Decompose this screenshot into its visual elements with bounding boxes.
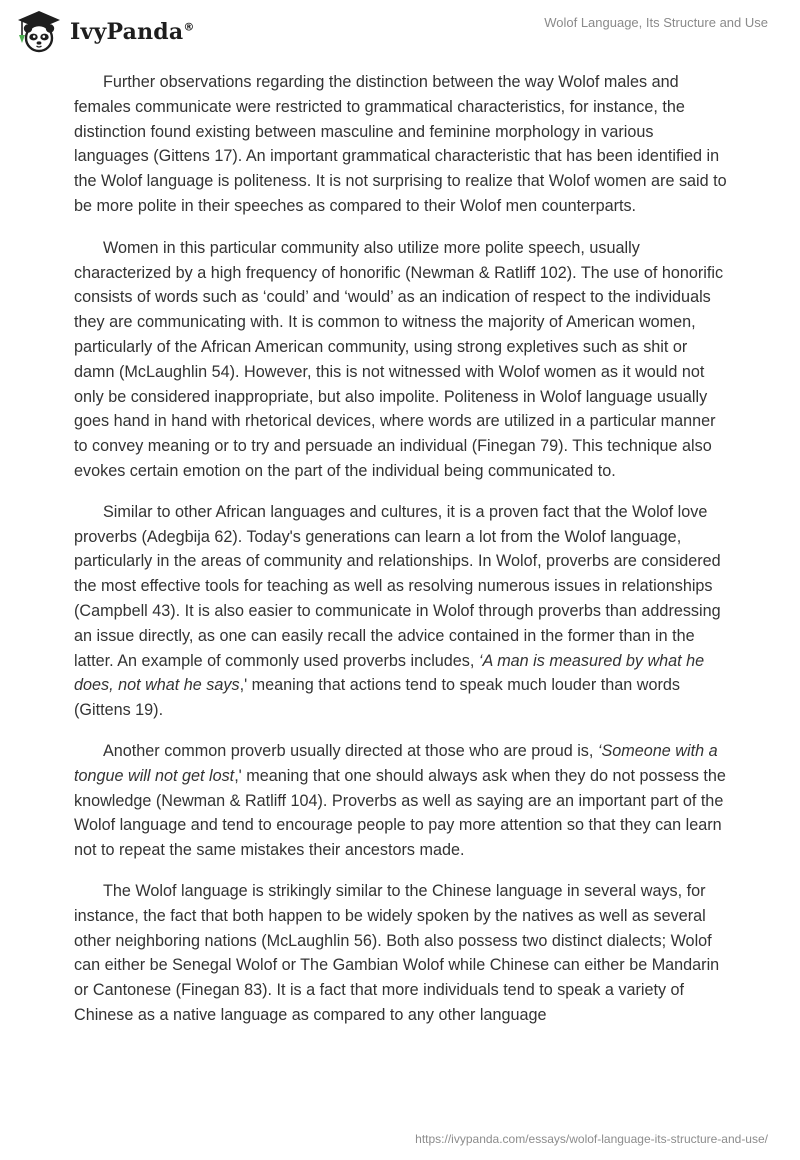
brand-logo[interactable] <box>14 8 195 54</box>
proverb-quote-1: ‘A man is measured by what he does, not what he says <box>74 651 705 695</box>
brand-name <box>70 19 195 45</box>
registered-mark: ® <box>183 20 195 34</box>
paragraph-1: Further observations regarding the distinction between the way Wolof males and females communicate were restricted to grammatical characteristics, for instance, the distinction found existing between masculine and feminine morphology in various languages (Gittens 17). An important grammatical characteristic that has been identified in the Wolof language is politeness. It is not surprising to realize that Wolof women are said to be more polite in their speeches as compared to their Wolof men counterparts. <box>74 73 727 215</box>
paragraph-3-text-before: Similar to other African languages and cultures, it is a proven fact that the Wolof love proverbs (Adegbija 62). Today's generations can learn a lot from the Wolof language, particularly in the areas of community and relationships. In Wolof, proverbs are considered the most effective tools for teaching as well as resolving numerous issues in relationships (Campbell 43). It is also easier to communicate in Wolof through proverbs than addressing an issue directly, as one can easily recall the advice contained in the former than in the latter. An example of commonly used proverbs includes, <box>74 502 721 670</box>
proverb-quote-2: ‘Someone with a tongue will not get lost <box>74 741 718 785</box>
page-header <box>0 0 800 60</box>
document-title: Wolof Language, Its Structure and Use <box>544 15 768 30</box>
panda-graduate-icon <box>14 9 64 53</box>
paragraph-3-text-after: ,' meaning that actions tend to speak much louder than words (Gittens 19). <box>74 676 680 720</box>
paragraph-5: The Wolof language is strikingly similar to the Chinese language in several ways, for instance, the fact that both happen to be widely spoken by the natives as well as several other neighboring nations (McLaughlin 56). Both also possess two distinct dialects; Wolof can either be Senegal Wolof or The Gambian Wolof while Chinese can either be Mandarin or Cantonese (Finegan 83). It is a fact that more individuals tend to speak a variety of Chinese as a native language as compared to any other language <box>74 881 720 1024</box>
paragraph-2: Women in this particular community also utilize more polite speech, usually characterized by a high frequency of honorific (Newman & Ratliff 102). The use of honorific consists of words such as ‘could’ and ‘would’ as an indication of respect to the individuals they are communicating with. It is common to witness the majority of American women, particularly of the African American community, using strong expletives such as shit or damn (McLaughlin 54). However, this is not witnessed with Wolof women as it would not only be considered inappropriate, but also impolite. Politeness in Wolof language usually goes hand in hand with rhetorical devices, where words are utilized in a particular manner to convey meaning or to try and persuade an individual (Finegan 79). This technique also evokes certain emotion on the part of the individual being communicated to. <box>74 238 724 480</box>
essay-body <box>74 70 730 1044</box>
source-url-link[interactable]: https://ivypanda.com/essays/wolof-language-its-structure-and-use/ <box>415 1132 768 1146</box>
brand-name-text: IvyPanda <box>70 19 184 45</box>
paragraph-4 <box>74 739 730 863</box>
paragraph-4-text-before: Another common proverb usually directed at those who are proud is, <box>103 741 598 760</box>
paragraph-3 <box>74 500 730 723</box>
paragraph-4-text-after: ,' meaning that one should always ask when they do not possess the knowledge (Newman & Ratliff 104). Proverbs as well as saying are an important part of the Wolof language and tend to encourage people to pay more attention so that they can learn not to repeat the same mistakes their ancestors made. <box>74 766 726 860</box>
